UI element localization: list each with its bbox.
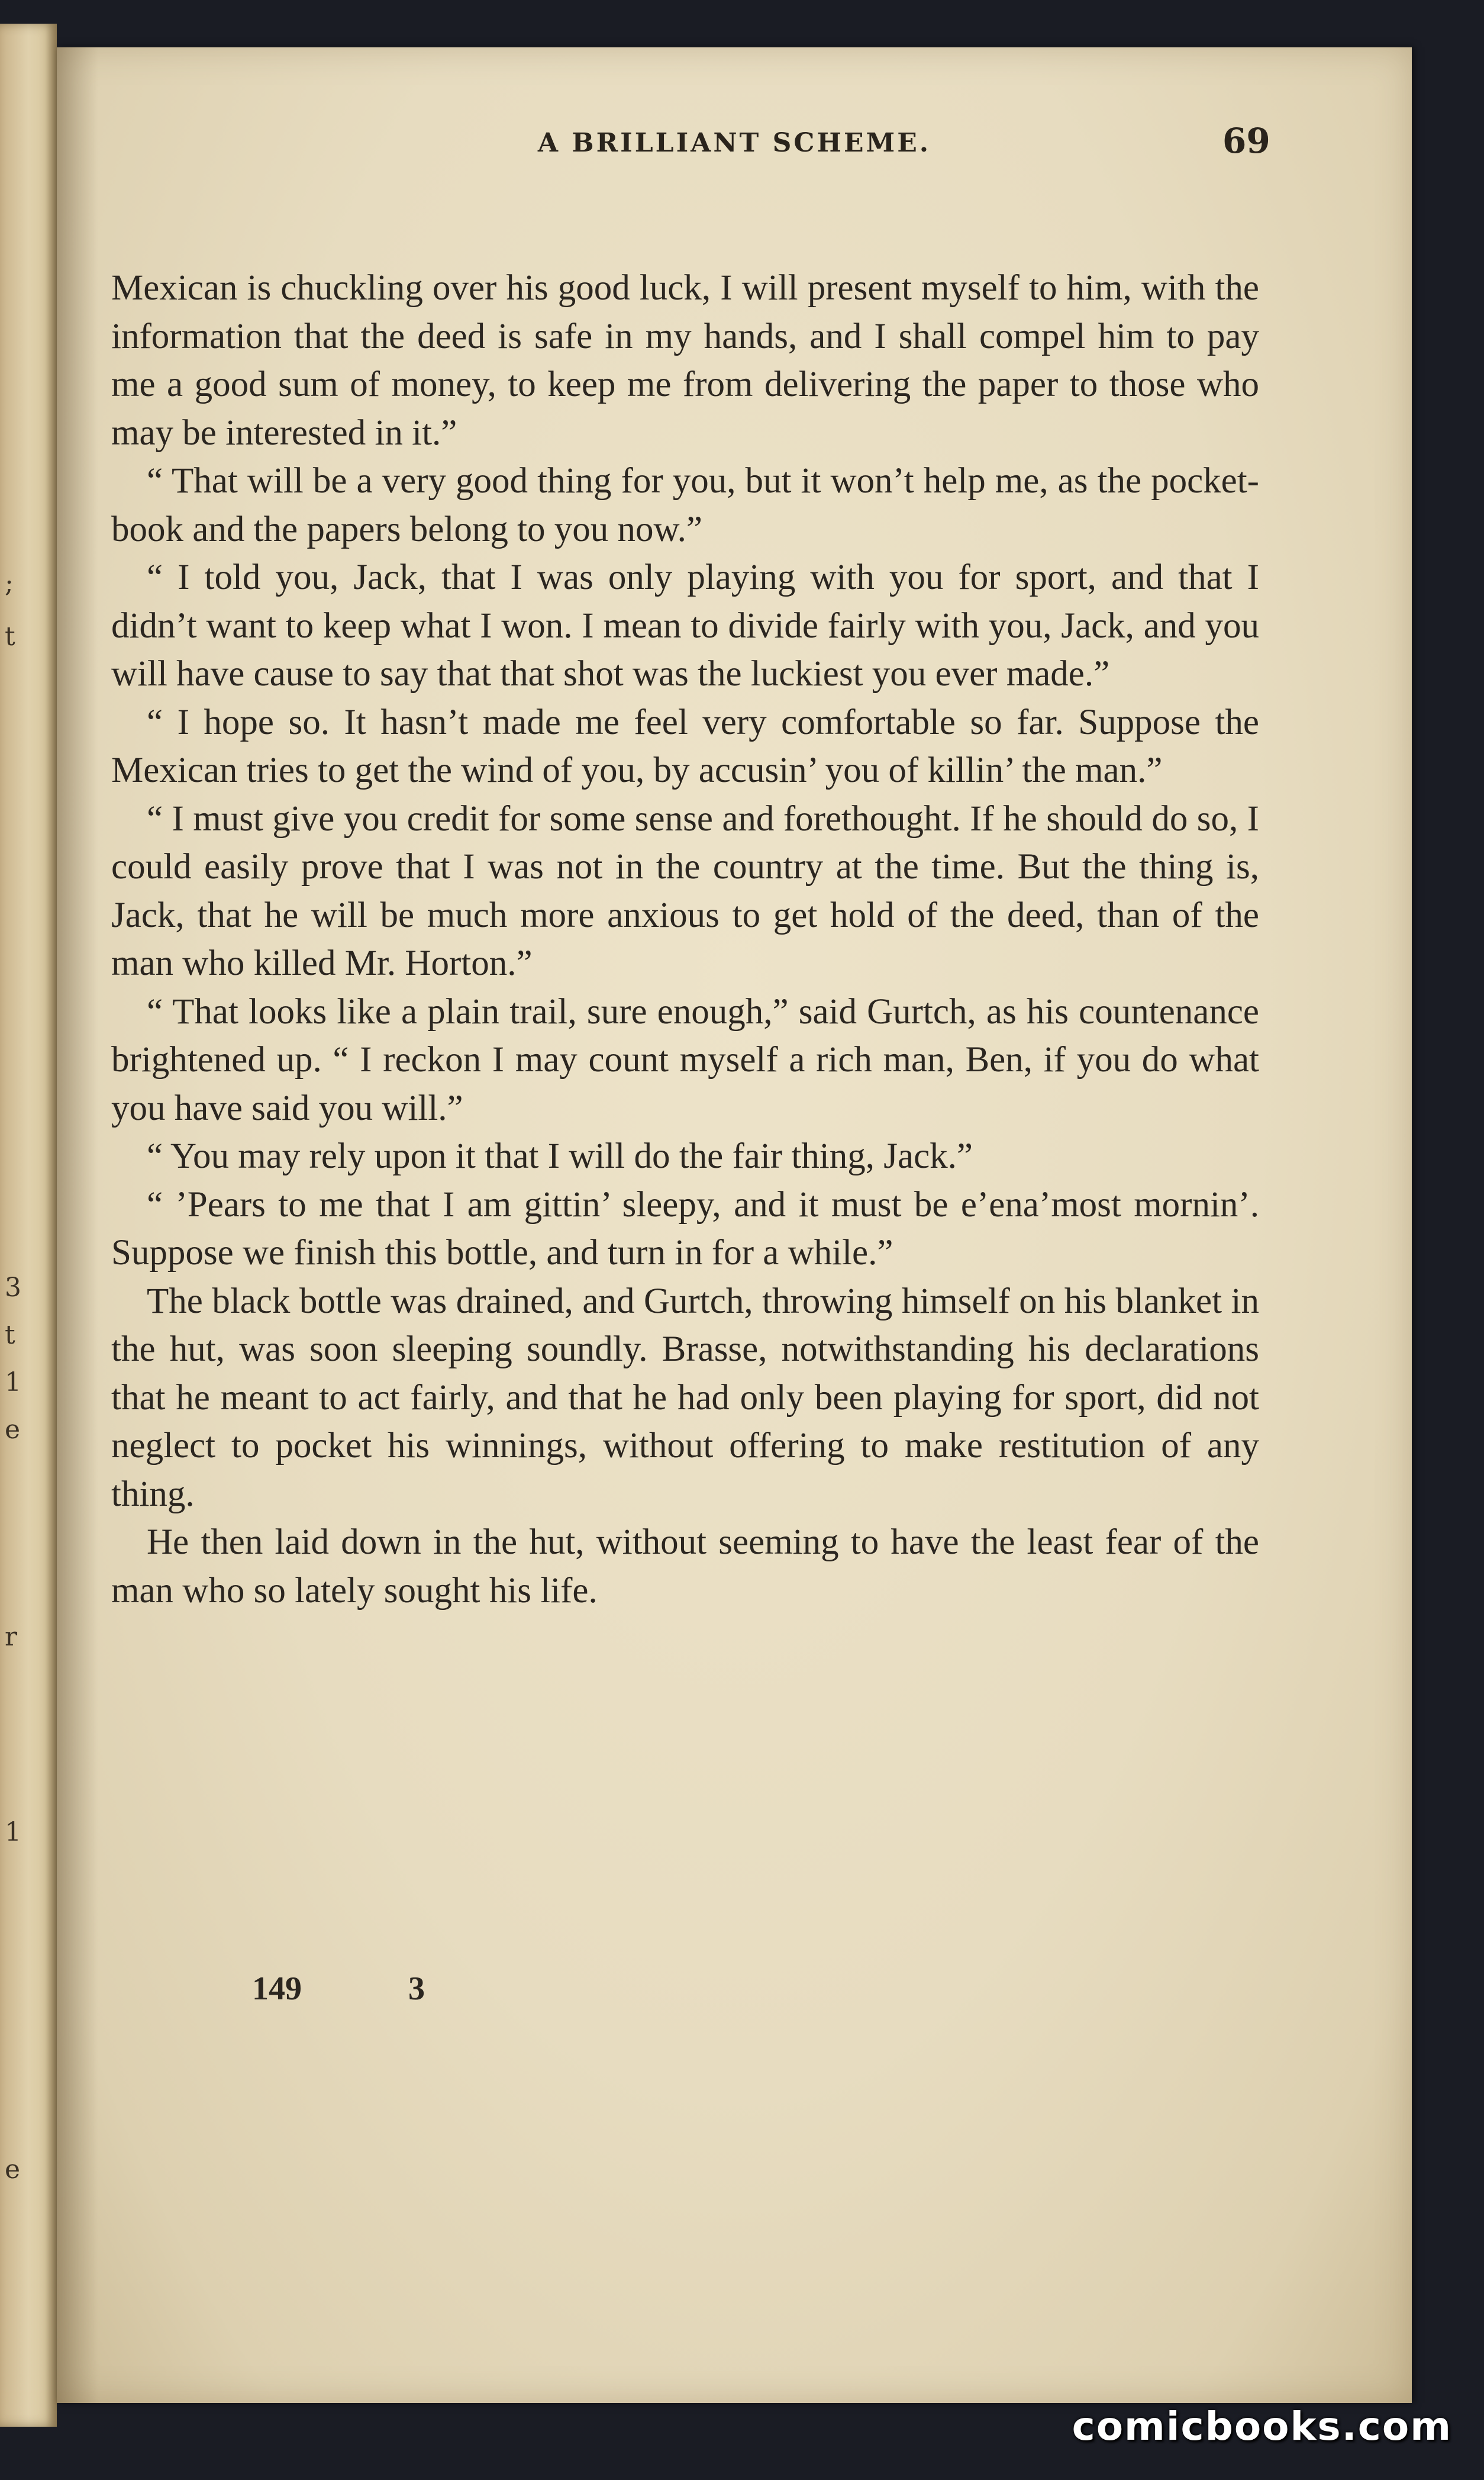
margin-fragment: 1 [5,1367,21,1397]
body-text [111,264,1259,1615]
signature-sheet: 3 [408,1970,425,2007]
paragraph: “ I must give you credit for some sense and forethought. If he should do so, I could easily prove that I was not in the country at the time. But the thing is, Jack, that he will be much more anxious to get hold of the deed, than of the man who killed Mr. Horton.” [111,798,1259,983]
printer-signature [252,1970,425,2008]
paragraph: “ ’Pears to me that I am gittin’ sleepy, and it must be e’ena’most mornin’. Suppose we finish this bottle, and turn in for a while.” [111,1184,1259,1273]
margin-fragment: e [5,2154,21,2185]
paragraph: “ You may rely upon it that I will do the fair thing, Jack.” [147,1136,973,1176]
paragraph: “ That will be a very good thing for you, but it won’t help me, as the pocket-book and the papers belong to you now.” [111,461,1259,549]
paragraph: “ That looks like a plain trail, sure enough,” said Gurtch, as his countenance brightened up. “ I reckon I may count myself a rich man, Ben, if you do what you have said you will.” [111,991,1259,1128]
paragraph: “ I told you, Jack, that I was only playing with you for sport, and that I didn’t want to keep what I won. I mean to divide fairly with you, Jack, and you will have cause to say that that shot was the luckiest you ever made.” [111,558,1259,694]
page-number: 69 [1222,121,1270,161]
margin-fragment: t [5,621,15,652]
book-page [57,47,1412,2403]
paragraph: Mexican is chuckling over his good luck, I will present myself to him, with the information that the deed is safe in my hands, and I shall compel him to pay me a good sum of money, to keep me from delivering the paper to those who may be interested in it.” [111,268,1259,453]
paragraph: The black bottle was drained, and Gurtch, throwing himself on his blanket in the hut, was soon sleeping soundly. Brasse, notwithstanding his declarations that he meant to act fairly, and that he had only been playing for sport, did not neglect to pocket his winnings, without offering to make restitution of any thing. [111,1281,1259,1514]
gutter-shadow [57,47,98,2403]
margin-fragment: e [5,1415,21,1445]
signature-number: 149 [252,1970,302,2007]
paragraph: “ I hope so. It hasn’t made me feel very comfortable so far. Suppose the Mexican tries to get the wind of you, by accusin’ you of killin’ the man.” [111,702,1259,790]
left-page-edge [0,24,57,2427]
paragraph: He then laid down in the hut, without seeming to have the least fear of the man who so lately sought his life. [111,1522,1259,1611]
running-head: A BRILLIANT SCHEME. [537,128,931,158]
margin-fragment: 3 [5,1273,21,1303]
margin-fragment: ; [5,568,14,598]
margin-fragment: 1 [5,1817,21,1847]
watermark: comicbooks.com [1072,2404,1452,2449]
margin-fragment: r [5,1622,18,1652]
margin-fragment: t [5,1320,15,1350]
